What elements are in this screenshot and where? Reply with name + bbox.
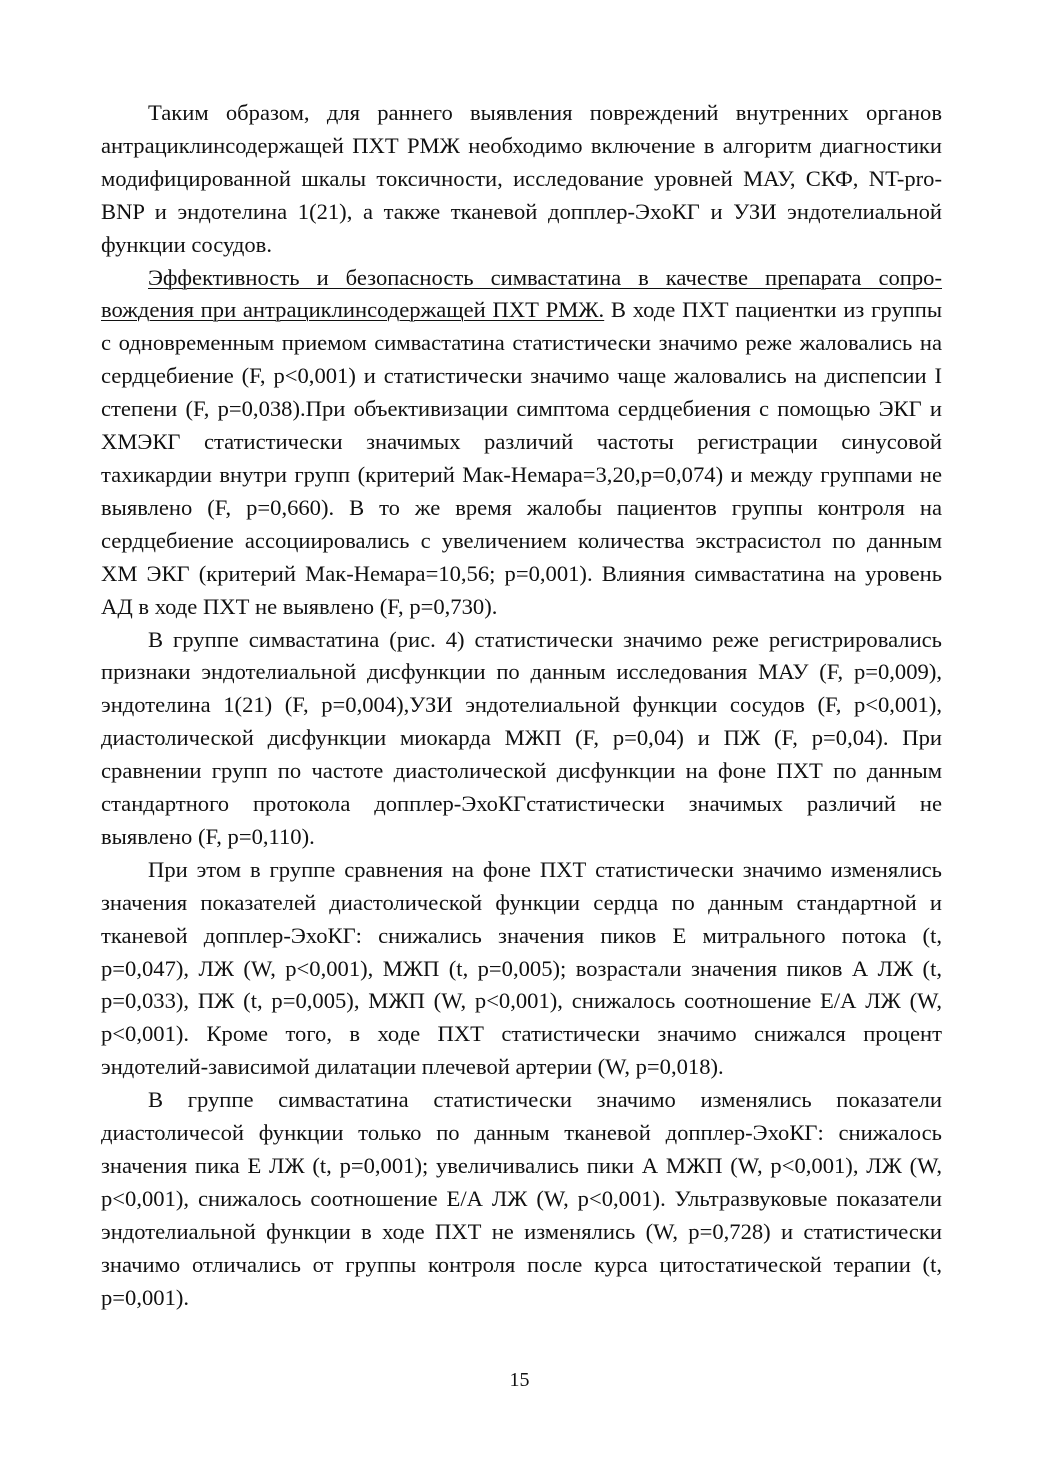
- paragraph-comparison-group: [101, 854, 942, 1084]
- page-number: 15: [509, 1369, 530, 1391]
- paragraph-simvastatin-efficacy: [101, 262, 942, 624]
- paragraph-endothelial-dysfunction: [101, 624, 942, 854]
- section-heading: Эффективность и безопасность симвастатина в качестве препарата сопровождения при антрациклинсодержащей ПХТ РМЖ.: [101, 264, 942, 323]
- paragraph-simvastatin-group: [101, 1084, 942, 1314]
- document-body: [101, 97, 942, 1315]
- paragraph-text: Таким образом, для раннего выявления повреждений внутренних органов антрациклинсодержащей ПХТ РМЖ необходимо включение в алгоритм диагностики модифицированной шкалы токсичности, исследование уровней МАУ, СКФ, NT-pro-BNP и эндотелина 1(21), а также тканевой допплер-ЭхоКГ и УЗИ эндотелиальной функции сосудов.: [101, 100, 942, 257]
- paragraph-text: При этом в группе сравнения на фоне ПХТ статистически значимо изменялись значения показателей диастолической функции сердца по данным стандартной и тканевой допплер-ЭхоКГ: снижались значения пиков Е митрального потока (t, p=0,047), ЛЖ (W, p<0,001), МЖП (t, p=0,005); возрастали значения пиков А ЛЖ (t, p=0,033), ПЖ (t, p=0,005), МЖП (W, p<0,001), снижалось соотношение Е/А ЛЖ (W, p<0,001). Кроме того, в ходе ПХТ статистически значимо снижался процент эндотелий-зависимой дилатации плечевой артерии (W, p=0,018).: [101, 856, 942, 1080]
- paragraph-text: В группе симвастатина (рис. 4) статистически значимо реже регистрировались признаки эндотелиальной дисфункции по данным исследования МАУ (F, p=0,009), эндотелина 1(21) (F, p=0,004),УЗИ эндотелиальной функции сосудов (F, p<0,001), диастолической дисфункции миокарда МЖП (F, p=0,04) и ПЖ (F, p=0,04). При сравнении групп по частоте диастолической дисфункции на фоне ПХТ по данным стандартного протокола допплер-ЭхоКГстатистически значимых различий не выявлено (F, p=0,110).: [101, 626, 942, 849]
- paragraph-text: В ходе ПХТ пациентки из группы с одновременным приемом симвастатина статистически значимо реже жаловались на сердцебиение (F, p<0,001) и статистически значимо чаще жаловались на диспепсии I степени (F, p=0,038).При объективизации симптома сердцебиения с помощью ЭКГ и ХМЭКГ статистически значимых различий частоты регистрации синусовой тахикардии внутри групп (критерий Мак-Немара=3,20,p=0,074) и между группами не выявлено (F, p=0,660). В то же время жалобы пациентов группы контроля на сердцебиение ассоциировались с увеличением количества экстрасистол по данным ХМ ЭКГ (критерий Мак-Немара=10,56; p=0,001). Влияния симвастатина на уровень АД в ходе ПХТ не выявлено (F, p=0,730).: [101, 297, 942, 619]
- paragraph-conclusion: [101, 97, 942, 262]
- paragraph-text: В группе симвастатина статистически значимо изменялись показатели диастоличесой функции только по данным тканевой допплер-ЭхоКГ: снижалось значения пика Е ЛЖ (t, p=0,001); увеличивались пики А МЖП (W, p<0,001), ЛЖ (W, p<0,001), снижалось соотношение Е/А ЛЖ (W, p<0,001). Ультразвуковые показатели эндотелиальной функции в ходе ПХТ не изменялись (W, p=0,728) и статистически значимо отличались от группы контроля после курса цитостатической терапии (t, p=0,001).: [101, 1087, 942, 1310]
